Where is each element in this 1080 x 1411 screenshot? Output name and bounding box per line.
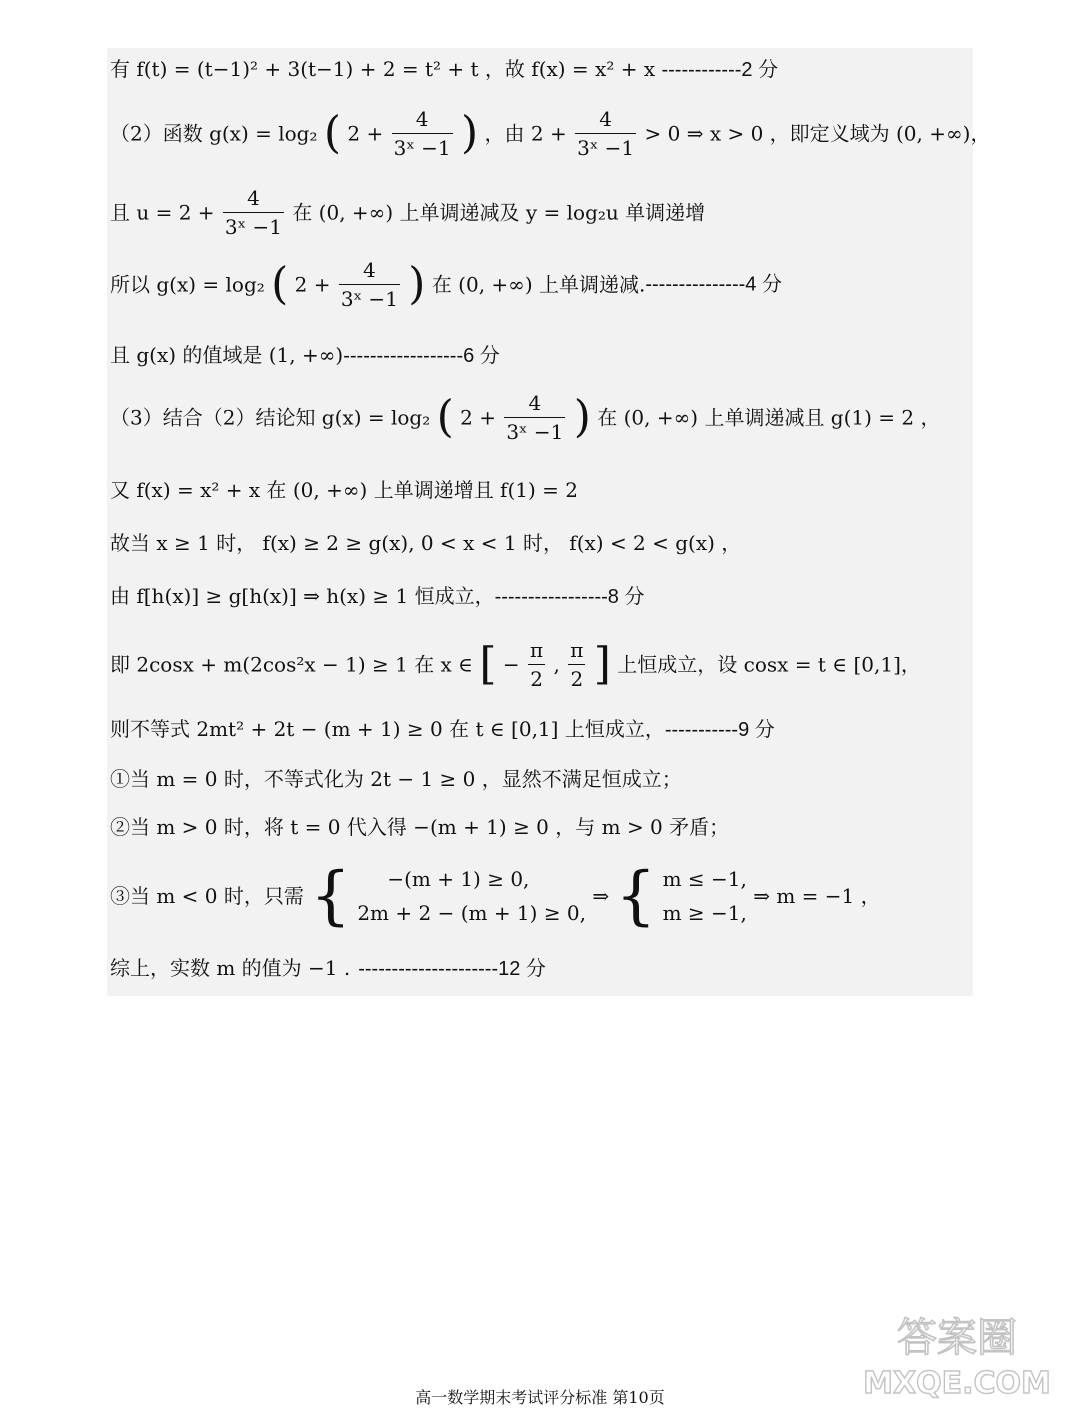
- fraction: $\frac{4}{\text{3ˣ −1}}$: [340, 258, 398, 311]
- fraction: $\frac{4}{\text{3ˣ −1}}$: [577, 107, 635, 160]
- solution-line-9: 由 f[h(x)] ≥ g[h(x)] ⇒ h(x) ≥ 1 恒成立，-----------------8 分: [110, 584, 645, 608]
- solution-line-13: ②当 m > 0 时，将 t = 0 代入得 −(m + 1) ≥ 0 ，与 m > 0 矛盾；: [110, 815, 730, 839]
- fraction: $\frac{4}{\text{3ˣ −1}}$: [393, 107, 451, 160]
- solution-line-3: 且 u = 2 + $\frac{4}{\text{3ˣ −1}}$ 在 (0, +∞) 上单调递减及 y = log₂u 单调递增: [110, 186, 706, 239]
- fraction: $\frac{4}{\text{3ˣ −1}}$: [506, 391, 564, 444]
- solution-line-12: ①当 m = 0 时，不等式化为 2t − 1 ≥ 0 ，显然不满足恒成立；: [110, 767, 682, 791]
- svg-text:答案圈: 答案圈: [897, 1315, 1017, 1361]
- fraction: $\frac{\pi}{2}$: [570, 638, 584, 691]
- solution-line-14: ③当 m < 0 时，只需 { −(m + 1) ≥ 0, 2m + 2 − (m + 1) ≥ 0, ⇒ { m ≤ −1, m ≥ −1, ⇒ m = −1 ，: [110, 859, 881, 933]
- fraction: $\frac{4}{\text{3ˣ −1}}$: [224, 186, 282, 239]
- watermark-logo: [862, 1305, 1052, 1401]
- svg-text:MXQE.COM: MXQE.COM: [863, 1366, 1051, 1401]
- page-footer: 高一数学期末考试评分标准 第10页: [415, 1388, 665, 1407]
- equation-system: −(m + 1) ≥ 0, 2m + 2 − (m + 1) ≥ 0,: [357, 867, 587, 925]
- solution-line-7: 又 f(x) = x² + x 在 (0, +∞) 上单调递增且 f(1) = 2: [110, 478, 578, 502]
- solution-line-2: （2）函数 g(x) = log₂ ( 2 + $\frac{4}{\text{3ˣ −1}}$ ) ，由 2 + $\frac{4}{\text{3ˣ −1}}$ > 0 ⇒ x > 0 ，即定义域为 (0, +∞)，: [110, 107, 991, 160]
- solution-line-1: 有 f(t) = (t−1)² + 3(t−1) + 2 = t² + t ，故 f(x) = x² + x ------------2 分: [110, 57, 779, 81]
- equation-system: m ≤ −1, m ≥ −1,: [662, 867, 747, 925]
- fraction: $\frac{\pi}{2}$: [530, 638, 544, 691]
- solution-line-15: 综上，实数 m 的值为 −1 . ---------------------12 分: [110, 956, 546, 980]
- solution-line-11: 则不等式 2mt² + 2t − (m + 1) ≥ 0 在 t ∈ [0,1] 上恒成立，-----------9 分: [110, 717, 775, 741]
- solution-line-8: 故当 x ≥ 1 时， f(x) ≥ 2 ≥ g(x), 0 < x < 1 时， f(x) < 2 < g(x) ，: [110, 531, 742, 555]
- solution-line-6: （3）结合（2）结论知 g(x) = log₂ ( 2 + $\frac{4}{\text{3ˣ −1}}$ ) 在 (0, +∞) 上单调递减且 g(1) = 2 ，: [110, 391, 941, 444]
- solution-line-4: 所以 g(x) = log₂ ( 2 + $\frac{4}{\text{3ˣ −1}}$ ) 在 (0, +∞) 上单调递减.---------------4 分: [110, 258, 782, 311]
- solution-line-5: 且 g(x) 的值域是 (1, +∞)------------------6 分: [110, 343, 500, 367]
- solution-line-10: 即 2cosx + m(2cos²x − 1) ≥ 1 在 x ∈ [ − $\frac{\pi}{2}$ , $\frac{\pi}{2}$ ] 上恒成立，设 cosx = t ∈ [0,1]，: [110, 638, 921, 691]
